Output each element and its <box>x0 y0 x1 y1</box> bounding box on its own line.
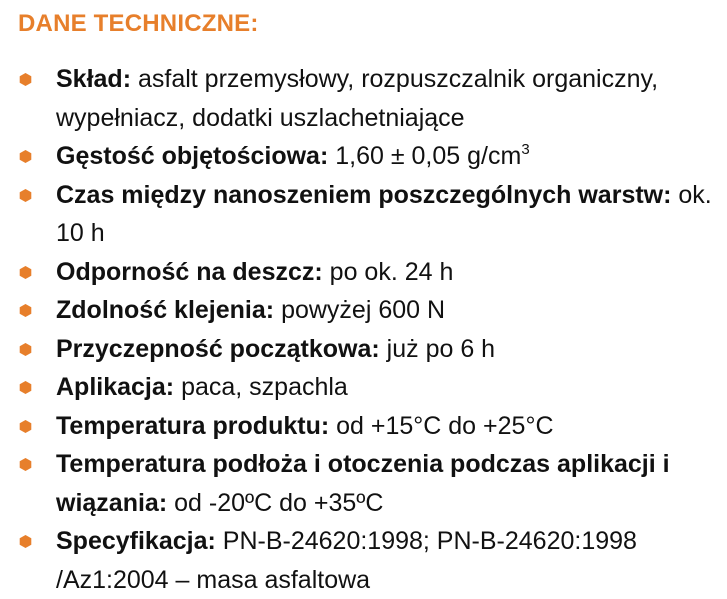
spec-value: powyżej 600 N <box>281 296 446 324</box>
spec-value: od -20ºC do +35ºC <box>174 488 384 517</box>
spec-value: od +15°C do +25°C <box>336 411 554 440</box>
section-heading: DANE TECHNICZNE: <box>18 10 259 37</box>
hexagon-bullet-icon <box>19 535 32 548</box>
unit-superscript: 3 <box>521 141 530 158</box>
hexagon-bullet-icon <box>19 381 32 394</box>
spec-label: Przyczepność początkowa: <box>56 334 380 363</box>
spec-value: ok. 10 h <box>56 180 712 247</box>
spec-value: PN-B-24620:1998; PN-B-24620:1998 /Az1:2004 – masa asfaltowa <box>56 527 637 594</box>
spec-item-density <box>18 137 719 176</box>
hexagon-bullet-icon <box>19 73 32 86</box>
spec-label: Gęstość objętościowa: <box>56 142 329 170</box>
spec-item-application <box>18 368 719 407</box>
spec-label: Temperatura podłoża i otoczenia podczas aplikacji i wiązania: <box>56 450 670 517</box>
spec-label: Temperatura produktu: <box>56 411 330 440</box>
technical-specs-list <box>18 60 719 599</box>
spec-value: asfalt przemysłowy, rozpuszczalnik organiczny, wypełniacz, dodatki uszlachetniające <box>56 65 659 132</box>
spec-label: Specyfikacja: <box>56 527 216 555</box>
hexagon-bullet-icon <box>19 304 32 317</box>
spec-item-layer-interval <box>18 176 719 253</box>
spec-label: Skład: <box>56 65 132 93</box>
spec-item-initial-adhesion <box>18 330 719 369</box>
spec-item-specification <box>18 522 719 599</box>
spec-item-composition <box>18 60 719 137</box>
spec-label: Zdolność klejenia: <box>56 296 275 324</box>
spec-label: Czas między nanoszeniem poszczególnych warstw: <box>56 180 672 209</box>
hexagon-bullet-icon <box>19 343 32 356</box>
spec-item-ambient-temperature <box>18 445 719 522</box>
spec-item-bonding-strength <box>18 291 719 330</box>
spec-item-rain-resistance <box>18 253 719 292</box>
spec-label: Aplikacja: <box>56 373 175 401</box>
hexagon-bullet-icon <box>19 150 32 163</box>
spec-value: 1,60 ± 0,05 g/cm <box>335 142 522 170</box>
spec-value: już po 6 h <box>386 334 496 363</box>
spec-item-product-temperature <box>18 407 719 446</box>
spec-label: Odporność na deszcz: <box>56 257 323 286</box>
hexagon-bullet-icon <box>19 420 32 433</box>
hexagon-bullet-icon <box>19 189 32 202</box>
hexagon-bullet-icon <box>19 458 32 471</box>
spec-value: po ok. 24 h <box>329 257 454 286</box>
hexagon-bullet-icon <box>19 266 32 279</box>
spec-value: paca, szpachla <box>181 373 348 401</box>
